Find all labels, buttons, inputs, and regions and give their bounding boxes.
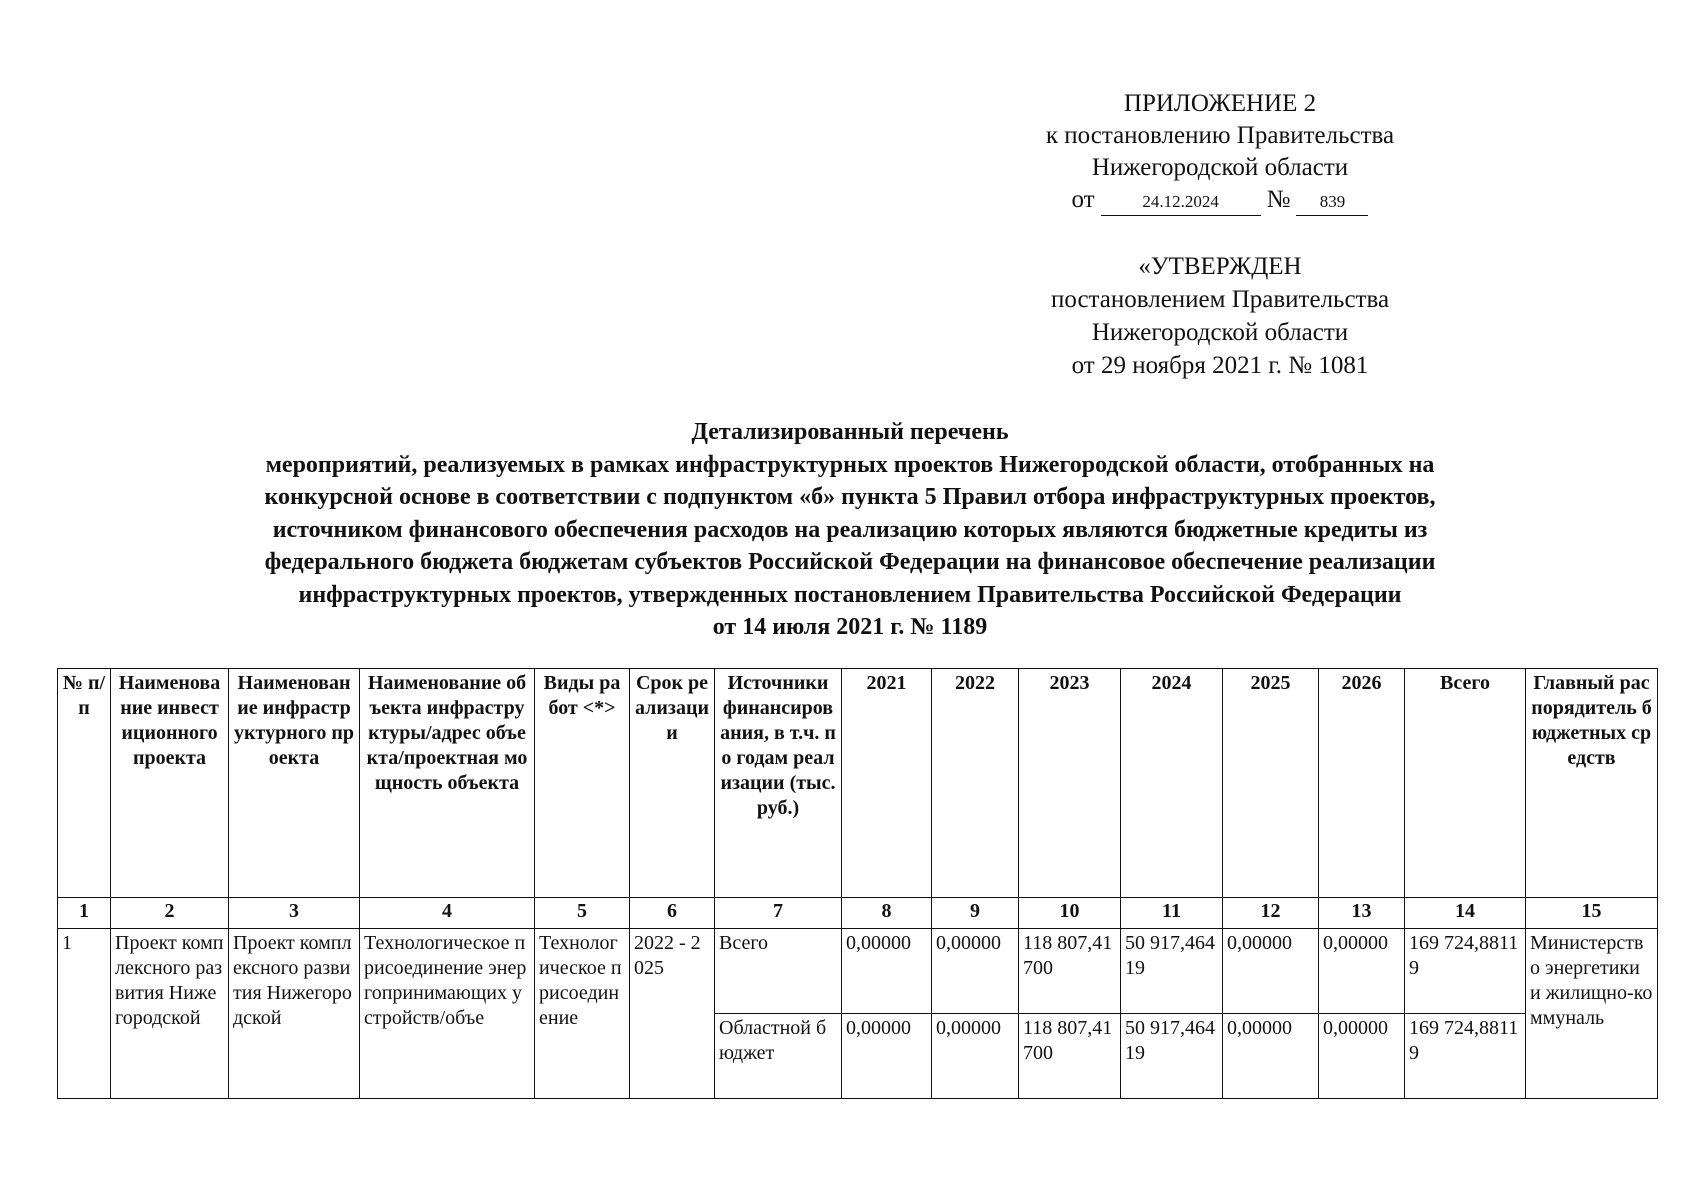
approved-block xyxy=(1010,250,1430,382)
column-number: 3 xyxy=(229,898,360,929)
appendix-line-1: к постановлению Правительства xyxy=(1045,122,1395,149)
appendix-title: ПРИЛОЖЕНИЕ 2 xyxy=(1123,90,1317,117)
column-number: 10 xyxy=(1019,898,1121,929)
value-2023-cell: 118 807,41700 xyxy=(1019,1014,1121,1099)
value-2025-cell: 0,00000 xyxy=(1223,1014,1319,1099)
work-type-cell: Технологическое присоединение xyxy=(535,929,630,1099)
approved-line-4: от 29 ноября 2021 г. № 1081 xyxy=(1071,352,1369,379)
value-2021-cell: 0,00000 xyxy=(842,929,932,1014)
title-line-3: конкурсной основе в соответствии с подпунктом «б» пункта 5 Правил отбора инфраструктурных проектов, xyxy=(264,484,1436,510)
table-header-row xyxy=(58,669,1658,898)
header-cell: Главный распорядитель бюджетных средств xyxy=(1526,669,1658,898)
column-number: 13 xyxy=(1319,898,1405,929)
header-cell: Виды работ <*> xyxy=(535,669,630,898)
measures-table xyxy=(57,668,1658,1099)
source-name-cell: Областной бюджет xyxy=(715,1014,842,1099)
column-number: 7 xyxy=(715,898,842,929)
value-2021-cell: 0,00000 xyxy=(842,1014,932,1099)
title-line-6: инфраструктурных проектов, утвержденных постановлением Правительства Российской Федерации xyxy=(298,581,1402,608)
title-line-7: от 14 июля 2021 г. № 1189 xyxy=(712,614,988,640)
from-label: от xyxy=(1071,186,1095,213)
column-number: 14 xyxy=(1405,898,1526,929)
approved-line-3: Нижегородской области xyxy=(1091,319,1349,346)
title-line-5: федерального бюджета бюджетам субъектов Российской Федерации на финансовое обеспечение реализации xyxy=(264,549,1436,575)
header-cell: 2026 xyxy=(1319,669,1405,898)
column-number: 1 xyxy=(58,898,111,929)
header-cell: № п/ п xyxy=(58,669,111,898)
value-2024-cell: 50 917,46419 xyxy=(1121,1014,1223,1099)
infrastructure-project-cell: Проект комплексного развития Нижегородской xyxy=(229,929,360,1099)
total-cell: 169 724,88119 xyxy=(1405,1014,1526,1099)
title-line-1: Детализированный перечень xyxy=(691,419,1009,445)
column-number: 8 xyxy=(842,898,932,929)
column-number: 15 xyxy=(1526,898,1658,929)
period-cell: 2022 - 2025 xyxy=(630,929,715,1099)
row-number: 1 xyxy=(58,929,111,1099)
resolution-date: 24.12.2024 xyxy=(1101,191,1261,216)
column-number: 5 xyxy=(535,898,630,929)
column-number: 4 xyxy=(360,898,535,929)
header-cell: 2024 xyxy=(1121,669,1223,898)
header-cell: Срок реализации xyxy=(630,669,715,898)
value-2022-cell: 0,00000 xyxy=(932,929,1019,1014)
header-cell: 2025 xyxy=(1223,669,1319,898)
column-number: 6 xyxy=(630,898,715,929)
source-name-cell: Всего xyxy=(715,929,842,1014)
appendix-line-2: Нижегородской области xyxy=(1091,154,1349,181)
approved-line-1: «УТВЕРЖДЕН xyxy=(1138,253,1302,280)
header-cell: Наименование инфраструктурного проекта xyxy=(229,669,360,898)
header-cell: Наименование объекта инфраструктуры/адрес объекта/проектная мощность объекта xyxy=(360,669,535,898)
header-cell: 2021 xyxy=(842,669,932,898)
column-number: 9 xyxy=(932,898,1019,929)
table-row xyxy=(58,929,1658,1014)
value-2025-cell: 0,00000 xyxy=(1223,929,1319,1014)
title-line-2: мероприятий, реализуемых в рамках инфраструктурных проектов Нижегородской области, отобранных на xyxy=(265,451,1435,478)
value-2026-cell: 0,00000 xyxy=(1319,929,1405,1014)
appendix-block xyxy=(1010,88,1430,216)
header-cell: Источники финансирования, в т.ч. по годам реализации (тыс. руб.) xyxy=(715,669,842,898)
investment-project-cell: Проект комплексного развития Нижегородской xyxy=(111,929,229,1099)
column-number: 12 xyxy=(1223,898,1319,929)
manager-cell: Министерство энергетики и жилищно-коммуналь xyxy=(1526,929,1658,1099)
object-cell: Технологическое присоединение энергопринимающих устройств/объе xyxy=(360,929,535,1099)
value-2026-cell: 0,00000 xyxy=(1319,1014,1405,1099)
document-title xyxy=(150,416,1550,644)
column-number-row xyxy=(58,898,1658,929)
value-2024-cell: 50 917,46419 xyxy=(1121,929,1223,1014)
value-2023-cell: 118 807,41700 xyxy=(1019,929,1121,1014)
header-cell: Наименование инвестиционного проекта xyxy=(111,669,229,898)
total-cell: 169 724,88119 xyxy=(1405,929,1526,1014)
header-cell: 2022 xyxy=(932,669,1019,898)
header-cell: Всего xyxy=(1405,669,1526,898)
number-label: № xyxy=(1266,186,1291,213)
column-number: 2 xyxy=(111,898,229,929)
column-number: 11 xyxy=(1121,898,1223,929)
header-cell: 2023 xyxy=(1019,669,1121,898)
approved-line-2: постановлением Правительства xyxy=(1050,286,1390,313)
appendix-date-row xyxy=(1010,184,1430,216)
resolution-number: 839 xyxy=(1296,191,1368,216)
title-line-4: источником финансового обеспечения расходов на реализацию которых являются бюджетные кредиты из xyxy=(272,516,1428,543)
value-2022-cell: 0,00000 xyxy=(932,1014,1019,1099)
